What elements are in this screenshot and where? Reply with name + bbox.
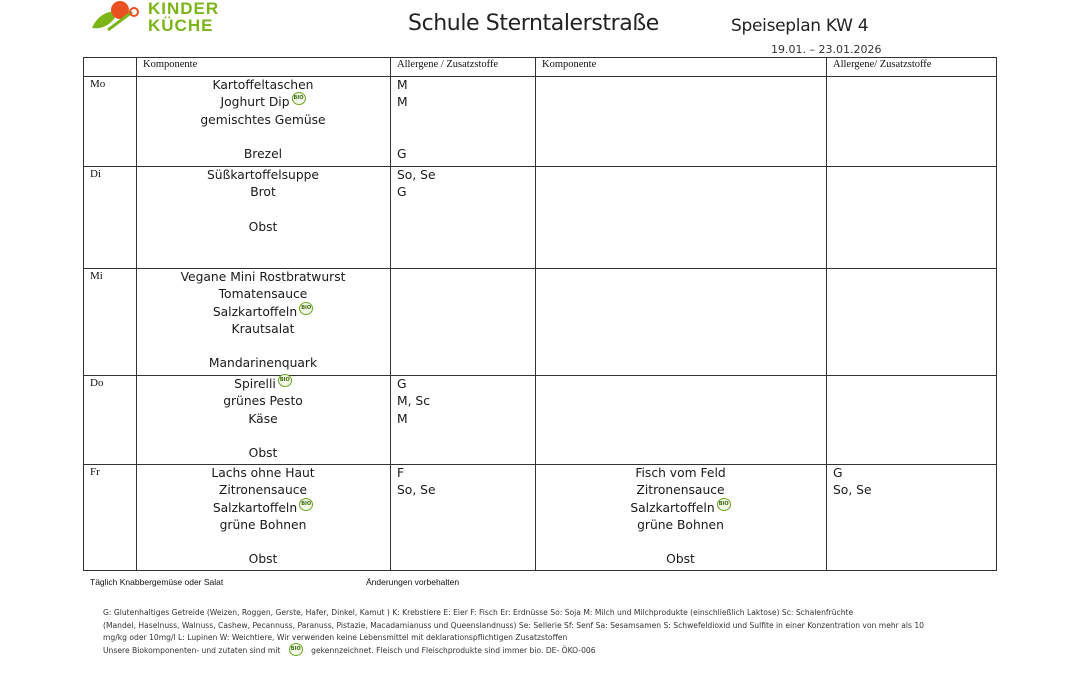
menu-item-text: Salzkartoffeln: [630, 500, 715, 515]
bio-icon: BIO: [717, 498, 731, 511]
menu-cell: [136, 269, 390, 373]
legend-bio-text-b: gekennzeichnet. Fleisch und Fleischprodukte sind immer bio. DE- ÖKO-006: [311, 645, 596, 655]
menu-item: [136, 551, 390, 568]
menu-item: [136, 112, 390, 129]
legend-line-1: G: Glutenhaltiges Getreide (Weizen, Roggen, Gerste, Hafer, Dinkel, Kamut ) K: Krebstiere E: Eier F: Fisch Er: Erdnüsse So: Soja M: Milch und Milchprodukte (einschließlich Laktose) Sc: Schalenfrüchte: [103, 608, 854, 617]
menu-item-text: Käse: [248, 411, 278, 426]
menu-item: [136, 77, 390, 94]
legend-line-2: (Mandel, Haselnuss, Walnuss, Cashew, Pecannuss, Paranuss, Pistazie, Macadamianuss und Queenslandnuss) Se: Sellerie Sf: Senf Sa: Sesamsamen S: Schwefeldioxid und Sulfite in einer Konzentration von mehr als 10: [103, 620, 925, 630]
menu-item-text: grüne Bohnen: [637, 517, 724, 532]
header-komponente-1: Komponente: [143, 59, 198, 70]
menu-item-text: grünes Pesto: [223, 394, 303, 409]
bio-icon: BIO: [299, 498, 313, 511]
day-label: Do: [90, 377, 104, 389]
menu-item-text: Zitronensauce: [218, 483, 308, 498]
menu-item: [136, 219, 390, 236]
menu-item: [136, 269, 390, 286]
menu-item-text: Vegane Mini Rostbratwurst: [180, 270, 346, 284]
allergen-code: G: [397, 147, 407, 162]
logo-line-2: KÜCHE: [148, 16, 214, 35]
day-label: Mo: [90, 78, 106, 90]
menu-item: [136, 376, 390, 393]
menu-item-text: Kartoffeltaschen: [212, 78, 314, 92]
logo-line-1: KINDER: [148, 0, 220, 18]
menu-item: [136, 393, 390, 410]
menu-item: [535, 482, 826, 499]
menu-item-text: Zitronensauce: [636, 483, 725, 498]
menu-item: [136, 286, 390, 303]
menu-item-text: Brezel: [243, 147, 283, 162]
allergen-code: So, Se: [397, 168, 436, 182]
menu-item: [136, 411, 390, 428]
allergen-code: M: [397, 78, 408, 92]
menu-item: [136, 129, 390, 146]
allergen-code: M, Sc: [397, 394, 430, 409]
bio-icon: BIO: [278, 374, 292, 387]
legend-line-4: [103, 645, 993, 658]
menu-item-text: Salzkartoffeln: [212, 304, 298, 319]
menu-item: [136, 500, 390, 517]
menu-item: [136, 146, 390, 163]
menu-item-text: Tomatensauce: [218, 287, 308, 302]
allergen-code: [397, 129, 532, 146]
menu-item: [136, 482, 390, 499]
menu-item: [535, 517, 826, 534]
menu-table: [83, 57, 997, 571]
allergen-code: G: [833, 466, 843, 480]
menu-item: [136, 338, 390, 355]
allergen-code: So, Se: [397, 483, 436, 498]
menu-item-text: Süßkartoffelsuppe: [206, 168, 320, 182]
allergen-code: G: [397, 185, 407, 200]
menu-item: [136, 321, 390, 338]
menu-cell: [136, 376, 390, 462]
menu-item-text: Obst: [248, 552, 278, 567]
menu-item: [136, 355, 390, 372]
bio-icon: BIO: [292, 92, 306, 105]
menu-cell: [535, 465, 826, 569]
logo-wordmark: [148, 0, 219, 34]
allergen-code: So, Se: [833, 483, 872, 498]
menu-item-text: Krautsalat: [231, 321, 295, 336]
bio-icon: BIO: [289, 643, 303, 656]
allergen-legend: [103, 607, 993, 657]
menu-item: [136, 304, 390, 321]
menu-item-text: Fisch vom Feld: [635, 466, 726, 480]
menu-item: [535, 534, 826, 551]
menu-item-text: Obst: [666, 552, 695, 567]
header-allergene-2: Allergene/ Zusatzstoffe: [833, 59, 932, 70]
allergen-cell: [397, 167, 532, 202]
menu-item-text: Joghurt Dip: [220, 95, 290, 110]
menu-item-text: Salzkartoffeln: [212, 500, 298, 515]
day-label: Fr: [90, 466, 100, 478]
allergen-code: M: [397, 411, 408, 426]
header-komponente-2: Komponente: [542, 59, 597, 70]
menu-item: [136, 184, 390, 201]
legend-line-3: mg/kg oder 10mg/l L: Lupinen W: Weichtiere, Wir verwenden keine Lebensmittel mit deklarationspflichtigen Zusatzstoffen: [103, 633, 568, 643]
menu-item-text: Brot: [250, 185, 276, 200]
menu-cell: [136, 77, 390, 163]
menu-item: [535, 500, 826, 517]
menu-item-text: Mandarinenquark: [208, 356, 318, 371]
allergen-cell: [397, 465, 532, 500]
menu-item: [136, 517, 390, 534]
menu-item: [136, 94, 390, 111]
allergen-code: M: [397, 95, 408, 110]
menu-item: [136, 445, 390, 462]
changes-note: Änderungen vorbehalten: [366, 577, 460, 587]
menu-item-text: Lachs ohne Haut: [211, 466, 315, 480]
menu-item-text: Spirelli: [234, 377, 276, 391]
menu-item: [136, 167, 390, 184]
page-title: Schule Sterntalerstraße: [408, 11, 659, 36]
header-allergene-1: Allergene / Zusatzstoffe: [397, 59, 499, 70]
menu-item-text: Obst: [248, 219, 278, 234]
daily-note: Täglich Knabbergemüse oder Salat: [90, 577, 224, 587]
menu-item: [136, 202, 390, 219]
menu-item-text: Obst: [248, 446, 278, 461]
allergen-cell: [397, 376, 532, 428]
plan-dates: 19.01. – 23.01.2026: [771, 43, 882, 56]
allergen-code: [397, 112, 532, 129]
day-label: Di: [90, 168, 101, 180]
menu-item-text: grüne Bohnen: [219, 517, 307, 532]
plan-week: Speiseplan KW 4: [731, 16, 869, 36]
menu-item: [136, 428, 390, 445]
menu-item-text: gemischtes Gemüse: [200, 112, 326, 127]
menu-item: [136, 465, 390, 482]
menu-item: [535, 465, 826, 482]
legend-bio-text-a: Unsere Biokomponenten- und zutaten sind mit: [103, 645, 281, 655]
allergen-code: G: [397, 377, 407, 391]
allergen-code: F: [397, 466, 405, 480]
menu-item: [136, 534, 390, 551]
bio-icon: BIO: [299, 302, 313, 315]
allergen-cell: [833, 465, 993, 500]
menu-cell: [136, 167, 390, 236]
menu-item: [535, 551, 826, 568]
day-label: Mi: [90, 270, 103, 282]
menu-cell: [136, 465, 390, 569]
allergen-cell: [397, 77, 532, 163]
